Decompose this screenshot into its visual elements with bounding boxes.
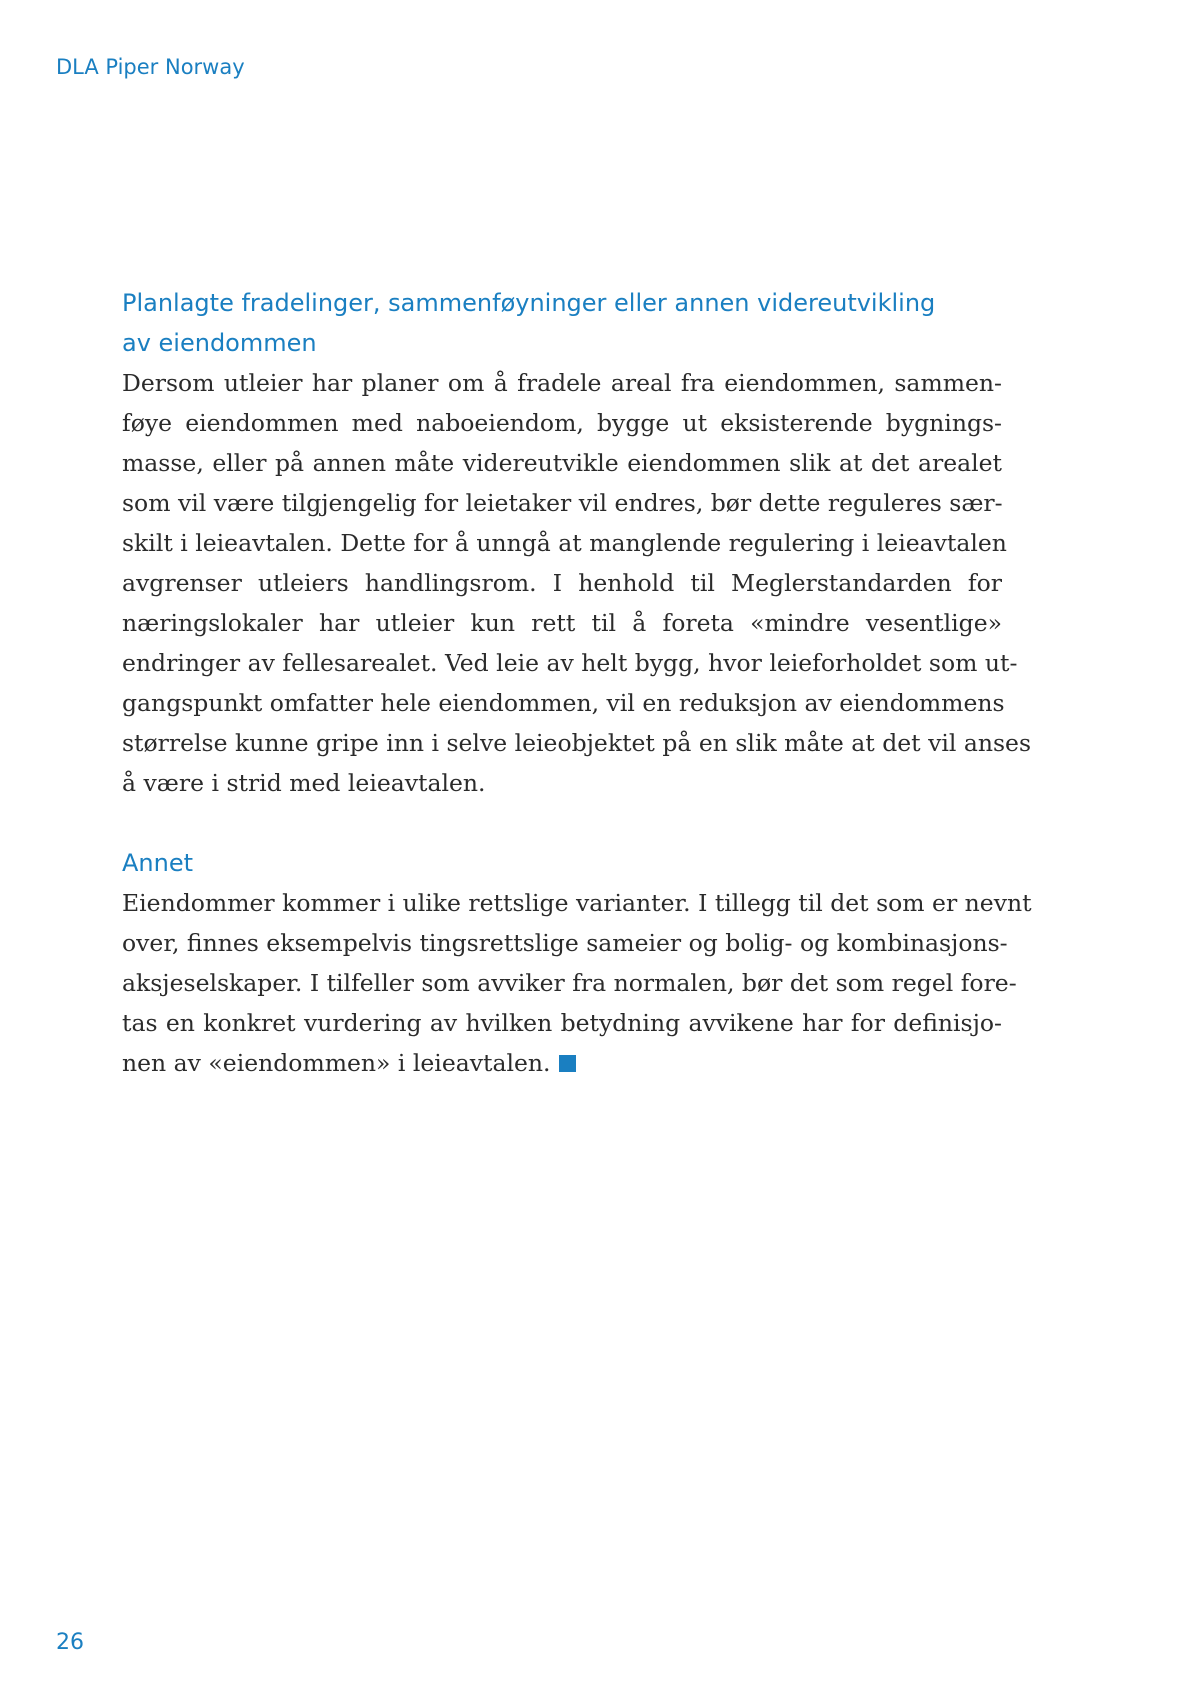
page-number: 26 [56, 1630, 84, 1655]
heading-line: Annet [122, 849, 194, 877]
article-body [122, 283, 1032, 1083]
section-paragraph [122, 883, 1032, 1083]
paragraph-line: størrelse kunne gripe inn i selve leieobjektet på en slik måte at det vil anses [122, 729, 1032, 757]
heading-line: Planlagte fradelinger, sammenføyninger eller annen videreutvikling [122, 289, 936, 317]
paragraph-line: endringer av fellesarealet. Ved leie av helt bygg, hvor leieforholdet som ut- [122, 649, 1018, 677]
paragraph-line: føye eiendommen med naboeiendom, bygge ut eksisterende bygnings- [122, 409, 1002, 437]
section-paragraph [122, 363, 1032, 803]
paragraph-line: Dersom utleier har planer om å fradele areal fra eiendommen, sammen- [122, 369, 1002, 397]
paragraph-line: over, finnes eksempelvis tingsrettslige sameier og bolig- og kombinasjons- [122, 929, 1008, 957]
paragraph-line-last [122, 1043, 1002, 1083]
paragraph-line: tas en konkret vurdering av hvilken betydning avvikene har for definisjo- [122, 1009, 1002, 1037]
paragraph-line: masse, eller på annen måte videreutvikle eiendommen slik at det arealet [122, 449, 1002, 477]
paragraph-line: avgrenser utleiers handlingsrom. I henhold til Meglerstandarden for [122, 569, 1002, 597]
section-heading [122, 283, 1002, 363]
section-planned-development [122, 283, 1032, 803]
paragraph-line: næringslokaler har utleier kun rett til å foreta «mindre vesentlige» [122, 609, 1002, 637]
paragraph-line-text: nen av «eiendommen» i leieavtalen. [122, 1049, 551, 1077]
paragraph-line: skilt i leieavtalen. Dette for å unngå at manglende regulering i leieavtalen [122, 529, 1007, 557]
end-mark-icon [559, 1055, 576, 1072]
paragraph-line: å være i strid med leieavtalen. [122, 769, 486, 797]
section-heading [122, 843, 1002, 883]
heading-line: av eiendommen [122, 329, 317, 357]
running-head: DLA Piper Norway [56, 55, 245, 79]
paragraph-line: gangspunkt omfatter hele eiendommen, vil en reduksjon av eiendommens [122, 689, 1005, 717]
paragraph-line: aksjeselskaper. I tilfeller som avviker fra normalen, bør det som regel fore- [122, 969, 1017, 997]
section-other [122, 843, 1032, 1083]
paragraph-line: som vil være tilgjengelig for leietaker vil endres, bør dette reguleres sær- [122, 489, 1003, 517]
paragraph-line: Eiendommer kommer i ulike rettslige varianter. I tillegg til det som er nevnt [122, 889, 1032, 917]
